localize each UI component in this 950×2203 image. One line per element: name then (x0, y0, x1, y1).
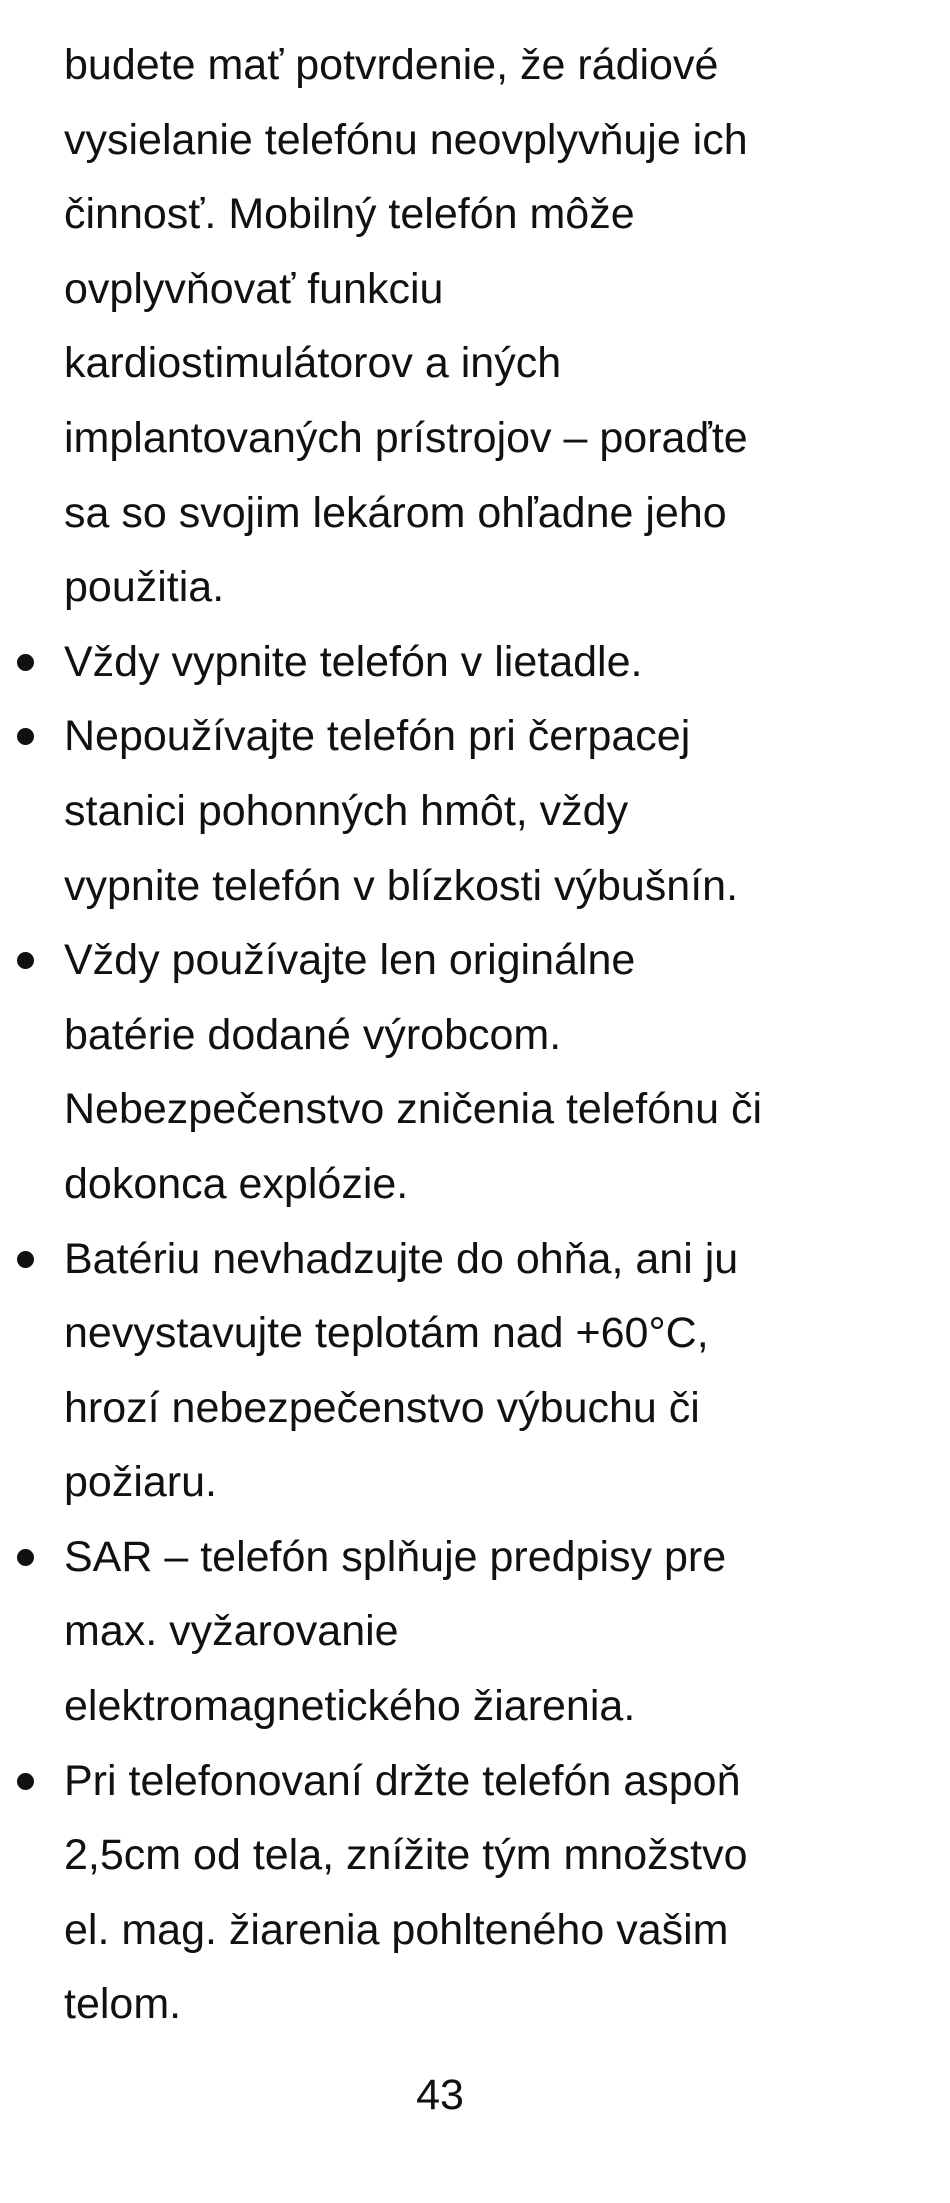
text-line: budete mať potvrdenie, že rádiové (64, 41, 719, 89)
text-line: dokonca explózie. (64, 1159, 409, 1208)
text-line: Vždy používajte len originálne (64, 936, 636, 985)
text-line: 2,5cm od tela, znížite tým množstvo (64, 1831, 748, 1880)
list-item (64, 699, 884, 923)
safety-text (64, 28, 884, 2042)
text-line: nevystavujte teplotám nad +60°C, (64, 1309, 709, 1358)
text-line: el. mag. žiarenia pohlteného vašim (64, 1905, 729, 1954)
text-line: max. vyžarovanie (64, 1607, 399, 1656)
text-line: kardiostimulátorov a iných (64, 339, 562, 388)
text-line: Pri telefonovaní držte telefón aspoň (64, 1756, 741, 1805)
text-line: sa so svojim lekárom ohľadne jeho (64, 488, 727, 537)
text-line: Batériu nevhadzujte do ohňa, ani ju (64, 1234, 739, 1283)
safety-bullet-list (64, 625, 884, 2042)
text-line: implantovaných prístrojov – poraďte (64, 413, 748, 462)
list-item (64, 1744, 884, 2042)
text-line: vysielanie telefónu neovplyvňuje ich (64, 115, 748, 164)
bullet-icon (17, 1549, 34, 1566)
text-line: použitia. (64, 563, 225, 612)
text-line: stanici pohonných hmôt, vždy (64, 786, 629, 835)
text-line: hrozí nebezpečenstvo výbuchu či (64, 1383, 700, 1432)
bullet-icon (17, 1773, 34, 1790)
bullet-icon (17, 1251, 34, 1268)
text-line: vypnite telefón v blízkosti výbušnín. (64, 861, 739, 910)
text-line: požiaru. (64, 1458, 217, 1507)
list-item (64, 1520, 884, 1744)
text-line: Vždy vypnite telefón v lietadle. (64, 637, 643, 686)
intro-paragraph (64, 28, 884, 625)
bullet-icon (17, 952, 34, 969)
list-item (64, 923, 884, 1221)
text-line: telom. (64, 1980, 182, 2029)
text-line: Nebezpečenstvo zničenia telefónu či (64, 1085, 762, 1134)
list-item (64, 625, 884, 700)
text-line: elektromagnetického žiarenia. (64, 1682, 636, 1731)
text-line: batérie dodané výrobcom. (64, 1010, 562, 1059)
bullet-icon (17, 728, 34, 745)
page-number: 43 (416, 2071, 464, 2119)
text-line: SAR – telefón splňuje predpisy pre (64, 1532, 727, 1581)
text-line: činnosť. Mobilný telefón môže (64, 190, 635, 239)
text-line: Nepoužívajte telefón pri čerpacej (64, 712, 691, 761)
list-item (64, 1222, 884, 1520)
bullet-icon (17, 654, 34, 671)
text-line: ovplyvňovať funkciu (64, 264, 444, 313)
